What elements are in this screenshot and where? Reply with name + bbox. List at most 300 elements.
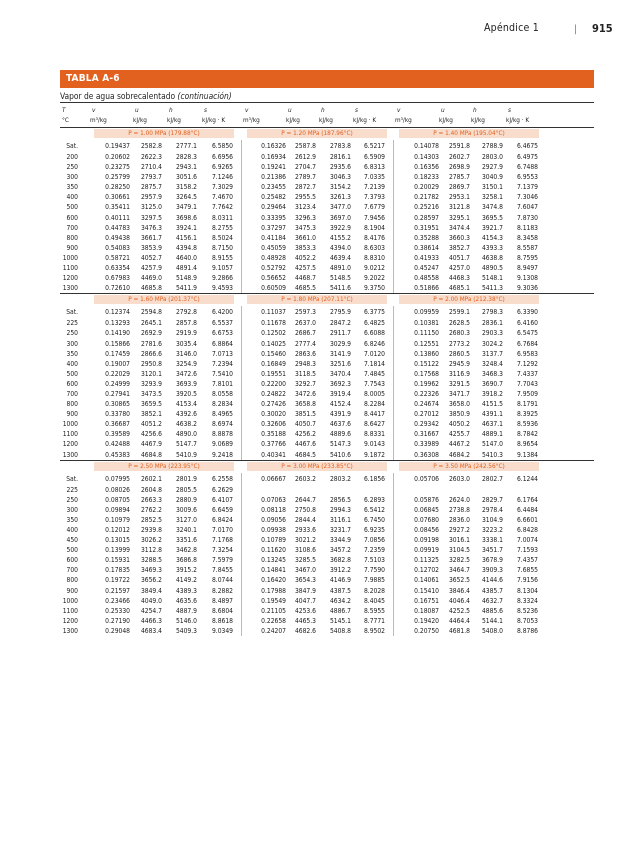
value-cell: 2857.8 [175,319,197,328]
value-cell: 0.13015 [105,536,130,545]
value-cell: 8.7771 [363,616,385,625]
value-cell: 3112.8 [140,546,162,555]
value-cell: 0.25482 [261,193,286,202]
value-cell: 0.15460 [261,349,286,358]
value-cell: 5411.9 [175,284,197,293]
value-cell: 0.27190 [105,616,130,625]
value-cell: 4047.7 [294,596,316,605]
value-cell: 0.09198 [414,536,439,545]
value-cell: 3476.3 [140,223,162,232]
column-header-row [60,103,594,128]
value-cell: 4467.9 [140,440,162,449]
value-cell: 2828.3 [175,153,197,161]
value-cell: 0.10789 [261,536,286,545]
value-cell: 3658.8 [294,400,316,409]
value-cell: 2795.9 [329,308,351,317]
table-row [60,505,594,515]
value-cell: 3686.8 [175,556,197,565]
column-symbol: u [135,106,139,114]
value-cell: 3344.9 [329,536,351,545]
value-cell: 3474.8 [481,203,503,212]
table-row [60,555,594,565]
value-cell: 3471.7 [448,389,470,398]
value-cell: 0.28250 [105,183,130,192]
value-cell: 0.33989 [414,440,439,449]
value-cell: 0.42488 [105,440,130,449]
table-row [60,233,594,243]
table-row [60,626,594,636]
value-cell: 0.13999 [105,546,130,555]
table-row [60,473,594,485]
value-cell: 3120.1 [140,369,162,378]
value-cell: 2783.8 [329,142,351,150]
value-cell: 5148.1 [481,274,503,283]
value-cell: 6.1764 [516,495,538,504]
value-cell: 7.0335 [363,173,385,182]
value-cell: 8.8618 [211,616,233,625]
temperature-cell: 1100 [62,430,78,439]
value-cell: 0.24674 [414,400,439,409]
value-cell: 2911.7 [329,329,351,338]
value-cell: 0.18233 [414,173,439,182]
value-cell: 8.9497 [516,264,538,273]
value-cell: 2945.9 [448,359,470,368]
value-cell: 5410.9 [175,450,197,459]
table-row [60,515,594,525]
header-separator: | [574,24,578,35]
value-cell: 2645.1 [140,319,162,328]
table-subtitle [60,90,594,103]
column-group-divider [393,473,394,636]
column-group-divider [393,306,394,459]
value-cell: 2750.8 [294,505,316,514]
value-cell: 8.1304 [516,586,538,595]
page-header [0,22,638,38]
value-cell: 6.4200 [211,308,233,317]
value-cell: 3282.5 [448,556,470,565]
value-cell: 2933.6 [294,526,316,534]
value-cell: 7.7590 [363,566,385,575]
value-cell: 0.11037 [261,308,286,317]
value-cell: 0.08118 [261,505,286,514]
value-cell: 0.33395 [261,213,286,222]
value-cell: 9.2418 [211,450,233,459]
value-cell: 3849.4 [140,586,162,595]
temperature-cell: 300 [66,505,78,514]
value-cell: 4256.6 [140,430,162,439]
value-cell: 0.13860 [414,349,439,358]
value-cell: 3251.6 [329,359,351,368]
value-cell: 0.40111 [105,213,130,222]
value-cell: 3918.2 [481,389,503,398]
value-cell: 4052.2 [294,253,316,262]
value-cell: 3026.2 [140,536,162,545]
value-cell: 7.1768 [211,536,233,545]
value-cell: 2599.1 [448,308,470,317]
value-cell: 4468.7 [294,274,316,283]
temperature-cell: 300 [66,173,78,182]
table-row [60,596,594,606]
value-cell: 7.5410 [211,369,233,378]
value-cell: 3852.7 [448,243,470,252]
value-cell: 7.4845 [363,369,385,378]
temperature-cell: 600 [66,213,78,222]
value-cell: 7.3254 [211,546,233,555]
temperature-cell: Sat. [66,474,78,483]
table-row [60,349,594,359]
value-cell: 0.21386 [261,173,286,182]
value-cell: 7.4670 [211,193,233,202]
value-cell: 0.11150 [414,329,439,338]
value-cell: 2957.9 [140,193,162,202]
value-cell: 6.8424 [211,515,233,524]
value-cell: 3660.3 [448,233,470,242]
value-cell: 0.09938 [261,526,286,534]
value-cell: 4391.1 [481,410,503,419]
value-cell: 0.56652 [261,274,286,283]
value-cell: 0.32606 [261,420,286,429]
value-cell: 2955.5 [294,193,316,202]
value-cell: 4394.8 [175,243,197,252]
value-cell: 7.5979 [211,556,233,565]
value-cell: 8.1904 [363,223,385,232]
value-cell: 0.07995 [105,474,130,483]
value-cell: 3462.8 [175,546,197,555]
value-cell: 0.19551 [261,369,286,378]
value-cell: 6.3775 [363,308,385,317]
column-group-divider [241,306,242,459]
value-cell: 4253.6 [294,606,316,615]
value-cell: 0.51866 [414,284,439,293]
value-cell: 0.16849 [261,359,286,368]
value-cell: 2603.0 [448,474,470,483]
table-row [60,429,594,439]
value-cell: 6.2558 [211,474,233,483]
value-cell: 0.14078 [414,142,439,150]
pressure-label: P = 2.00 MPa (212.38°C) [399,295,539,304]
value-cell: 5410.3 [481,450,503,459]
value-cell: 3261.3 [329,193,351,202]
value-cell: 3127.0 [175,515,197,524]
value-cell: 5144.1 [481,616,503,625]
value-cell: 0.15866 [105,339,130,348]
value-cell: 2943.1 [175,163,197,172]
value-cell: 0.41184 [261,233,286,242]
table-row [60,202,594,212]
value-cell: 0.14303 [414,153,439,161]
value-cell: 3922.9 [329,223,351,232]
column-unit: kJ/kg · K [353,116,377,124]
value-cell: 4052.7 [140,253,162,262]
temperature-cell: 1200 [62,616,78,625]
value-cell: 5147.0 [481,440,503,449]
pressure-label: P = 1.80 MPa (207.11°C) [247,295,387,304]
table-section [60,460,594,636]
value-cell: 0.16751 [414,596,439,605]
value-cell: 2872.7 [294,183,316,192]
value-cell: 2802.7 [481,474,503,483]
temperature-cell: 300 [66,339,78,348]
value-cell: 7.0856 [363,536,385,545]
value-cell: 0.72610 [105,284,130,293]
value-cell: 0.20750 [414,626,439,635]
value-cell: 8.8310 [363,253,385,262]
value-cell: 4635.6 [175,596,197,605]
value-cell: 2637.0 [294,319,316,328]
value-cell: 4685.8 [140,284,162,293]
value-cell: 2622.3 [140,153,162,161]
value-cell: 6.2893 [363,495,385,504]
table-row [60,419,594,429]
value-cell: 0.67983 [105,274,130,283]
value-cell: 8.0558 [211,389,233,398]
value-cell: 3258.1 [481,193,503,202]
value-cell: 8.5236 [516,606,538,615]
pressure-label: P = 1.40 MPa (195.04°C) [399,129,539,138]
column-group-divider [241,473,242,636]
value-cell: 2777.1 [175,142,197,150]
value-cell: 3921.7 [481,223,503,232]
temperature-cell: 600 [66,556,78,565]
value-cell: 3659.5 [140,400,162,409]
value-cell: 0.19962 [414,379,439,388]
value-cell: 3846.4 [448,586,470,595]
value-cell: 0.13293 [105,319,130,328]
value-cell: 3108.6 [294,546,316,555]
value-cell: 3297.5 [140,213,162,222]
table-row [60,263,594,273]
table-row [60,409,594,419]
value-cell: 6.5217 [363,142,385,150]
temperature-cell: 1000 [62,596,78,605]
value-cell: 3470.4 [329,369,351,378]
value-cell: 0.08456 [414,526,439,534]
pressure-label: P = 1.60 MPa (201.37°C) [94,295,234,304]
value-cell: 4050.2 [448,420,470,429]
value-cell: 0.48558 [414,274,439,283]
value-cell: 4886.7 [329,606,351,615]
value-cell: 0.09959 [414,308,439,317]
value-cell: 8.4045 [363,596,385,605]
value-cell: 0.30020 [261,410,286,419]
temperature-cell: 900 [66,243,78,252]
value-cell: 8.9654 [516,440,538,449]
value-cell: 0.45247 [414,264,439,273]
temperature-cell: 1100 [62,606,78,615]
value-cell: 2803.0 [481,153,503,161]
value-cell: 9.1057 [211,264,233,273]
value-cell: 6.5537 [211,319,233,328]
value-cell: 6.6459 [211,505,233,514]
value-cell: 3351.6 [175,536,197,545]
value-cell: 7.2394 [211,359,233,368]
value-cell: 9.0349 [211,626,233,635]
value-cell: 0.45059 [261,243,286,252]
column-group-divider [393,140,394,293]
value-cell: 4257.9 [140,264,162,273]
value-cell: 3467.0 [294,566,316,575]
temperature-cell: 900 [66,586,78,595]
value-cell: 2844.4 [294,515,316,524]
value-cell: 8.8786 [516,626,538,635]
value-cell: 2927.2 [448,526,470,534]
value-cell: 6.8428 [516,526,538,534]
value-cell: 8.3925 [516,410,538,419]
value-cell: 8.1791 [516,400,538,409]
temperature-cell: 200 [66,153,78,161]
value-cell: 6.9553 [516,173,538,182]
value-cell: 4155.2 [329,233,351,242]
value-cell: 0.30661 [105,193,130,202]
table-row [60,535,594,545]
value-cell: 2875.7 [140,183,162,192]
value-cell: 0.22326 [414,389,439,398]
temperature-cell: 600 [66,379,78,388]
steam-table [60,70,594,636]
value-cell: 2793.7 [140,173,162,182]
value-cell: 2816.1 [329,153,351,161]
value-cell: 3029.9 [329,339,351,348]
column-unit: kJ/kg [319,116,333,124]
value-cell: 5145.1 [329,616,351,625]
value-cell: 4156.1 [175,233,197,242]
value-cell: 0.29342 [414,420,439,429]
value-cell: 7.1593 [516,546,538,555]
value-cell: 0.25799 [105,173,130,182]
value-cell: 7.0120 [363,349,385,358]
value-cell: 5408.8 [329,626,351,635]
value-cell: 7.0170 [211,526,233,534]
value-cell: 6.8864 [211,339,233,348]
value-cell: 2994.3 [329,505,351,514]
value-cell: 2847.2 [329,319,351,328]
value-cell: 4468.3 [448,274,470,283]
value-cell: 3296.3 [294,213,316,222]
column-unit: kJ/kg [167,116,181,124]
table-row [60,399,594,409]
value-cell: 0.17568 [414,369,439,378]
value-cell: 0.09919 [414,546,439,555]
value-cell: 3661.7 [140,233,162,242]
value-cell: 8.5587 [516,243,538,252]
value-cell: 7.4357 [516,556,538,565]
value-cell: 2781.6 [140,339,162,348]
value-cell: 3137.7 [481,349,503,358]
temperature-cell: 1000 [62,420,78,429]
table-row [60,339,594,349]
value-cell: 3154.2 [329,183,351,192]
value-cell: 6.1856 [363,474,385,483]
value-cell: 4889.1 [481,430,503,439]
value-cell: 0.08026 [105,485,130,494]
value-cell: 4394.0 [329,243,351,252]
pressure-label: P = 2.50 MPa (223.95°C) [94,462,234,471]
value-cell: 2773.2 [448,339,470,348]
value-cell: 8.5936 [516,420,538,429]
value-cell: 8.8878 [211,430,233,439]
value-cell: 0.25216 [414,203,439,212]
value-cell: 0.20029 [414,183,439,192]
value-cell: 4685.5 [294,284,316,293]
value-cell: 0.14190 [105,329,130,338]
value-cell: 2762.2 [140,505,162,514]
value-cell: 2935.6 [329,163,351,172]
value-cell: 4389.3 [175,586,197,595]
value-cell: 8.6804 [211,606,233,615]
value-cell: 2604.8 [140,485,162,494]
value-cell: 0.07680 [414,515,439,524]
value-cell: 8.4897 [211,596,233,605]
value-cell: 0.12502 [261,329,286,338]
value-cell: 2836.1 [481,319,503,328]
value-cell: 4152.4 [329,400,351,409]
value-cell: 3697.0 [329,213,351,222]
value-cell: 3847.9 [294,586,316,595]
temperature-cell: 1200 [62,440,78,449]
value-cell: 2801.9 [175,474,197,483]
value-cell: 0.22029 [105,369,130,378]
value-cell: 4639.4 [329,253,351,262]
pressure-label: P = 1.00 MPa (179.88°C) [94,129,234,138]
value-cell: 2852.5 [140,515,162,524]
value-cell: 8.2882 [211,586,233,595]
value-cell: 9.2866 [211,274,233,283]
table-row [60,318,594,328]
value-cell: 4392.6 [175,410,197,419]
value-cell: 2663.3 [140,495,162,504]
value-cell: 0.25330 [105,606,130,615]
value-cell: 0.11620 [261,546,286,555]
value-cell: 3254.9 [175,359,197,368]
value-cell: 0.23455 [261,183,286,192]
value-cell: 2856.5 [329,495,351,504]
value-cell: 3451.7 [481,546,503,555]
value-cell: 5411.6 [329,284,351,293]
value-cell: 2587.8 [294,142,316,150]
table-row [60,253,594,263]
value-cell: 7.9456 [363,213,385,222]
value-cell: 3016.1 [448,536,470,545]
value-cell: 3692.3 [329,379,351,388]
value-cell: 7.7642 [211,203,233,212]
value-cell: 3682.8 [329,556,351,565]
value-cell: 2978.4 [481,505,503,514]
value-cell: 7.8101 [211,379,233,388]
value-cell: 7.1292 [516,359,538,368]
table-section [60,128,594,293]
column-symbol: h [169,106,173,114]
value-cell: 4256.2 [294,430,316,439]
value-cell: 0.09056 [261,515,286,524]
value-cell: 4385.7 [481,586,503,595]
value-cell: 0.18087 [414,606,439,615]
value-cell: 8.2284 [363,400,385,409]
value-cell: 8.2028 [363,586,385,595]
column-symbol: s [508,106,511,114]
temperature-cell: 800 [66,400,78,409]
value-cell: 2869.7 [448,183,470,192]
value-cell: 8.7150 [211,243,233,252]
value-cell: 3469.3 [140,566,162,575]
value-cell: 8.7842 [516,430,538,439]
value-cell: 0.16326 [261,142,286,150]
value-cell: 7.9509 [516,389,538,398]
value-cell: 7.1246 [211,173,233,182]
column-symbol: s [204,106,207,114]
value-cell: 4051.2 [140,420,162,429]
value-cell: 3477.0 [329,203,351,212]
value-cell: 8.6427 [363,420,385,429]
